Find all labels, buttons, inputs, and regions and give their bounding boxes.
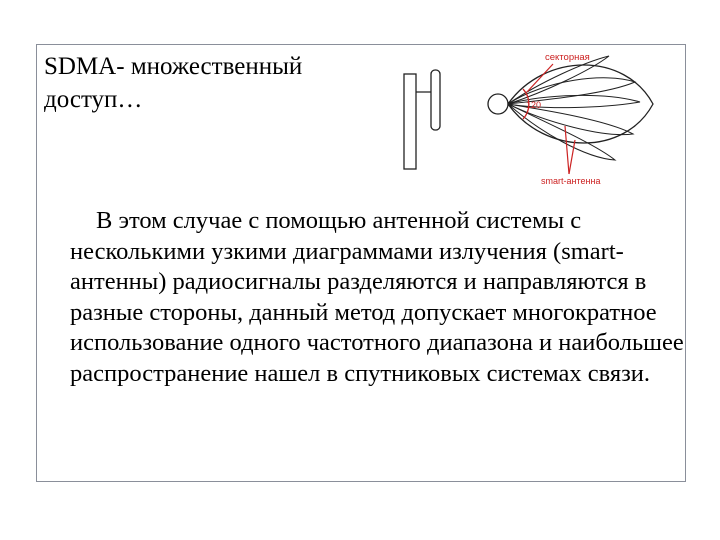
antenna-mast xyxy=(404,74,416,169)
label-smart: smart-антенна xyxy=(541,176,601,186)
slide-title: SDMA- множественный доступ… xyxy=(44,53,303,113)
antenna-diagram xyxy=(395,44,675,194)
smart-beam-4 xyxy=(508,104,615,160)
smart-leader-line-2 xyxy=(569,140,575,174)
angle-label: 120 xyxy=(526,100,542,110)
body-paragraph: В этом случае с помощью антенной системы с несколькими узкими диаграммами излучения (smart-антенны) радиосигналы разделяются и направляются в разные стороны, данный метод допускает многократное использование одного частотного диапазона и наибольшее распространение нашел в спутниковых системах связи. xyxy=(70,207,684,387)
antenna-source-circle xyxy=(488,94,508,114)
smart-beam-5 xyxy=(508,56,609,104)
label-sector: секторная xyxy=(545,52,590,63)
antenna-element xyxy=(431,70,440,130)
